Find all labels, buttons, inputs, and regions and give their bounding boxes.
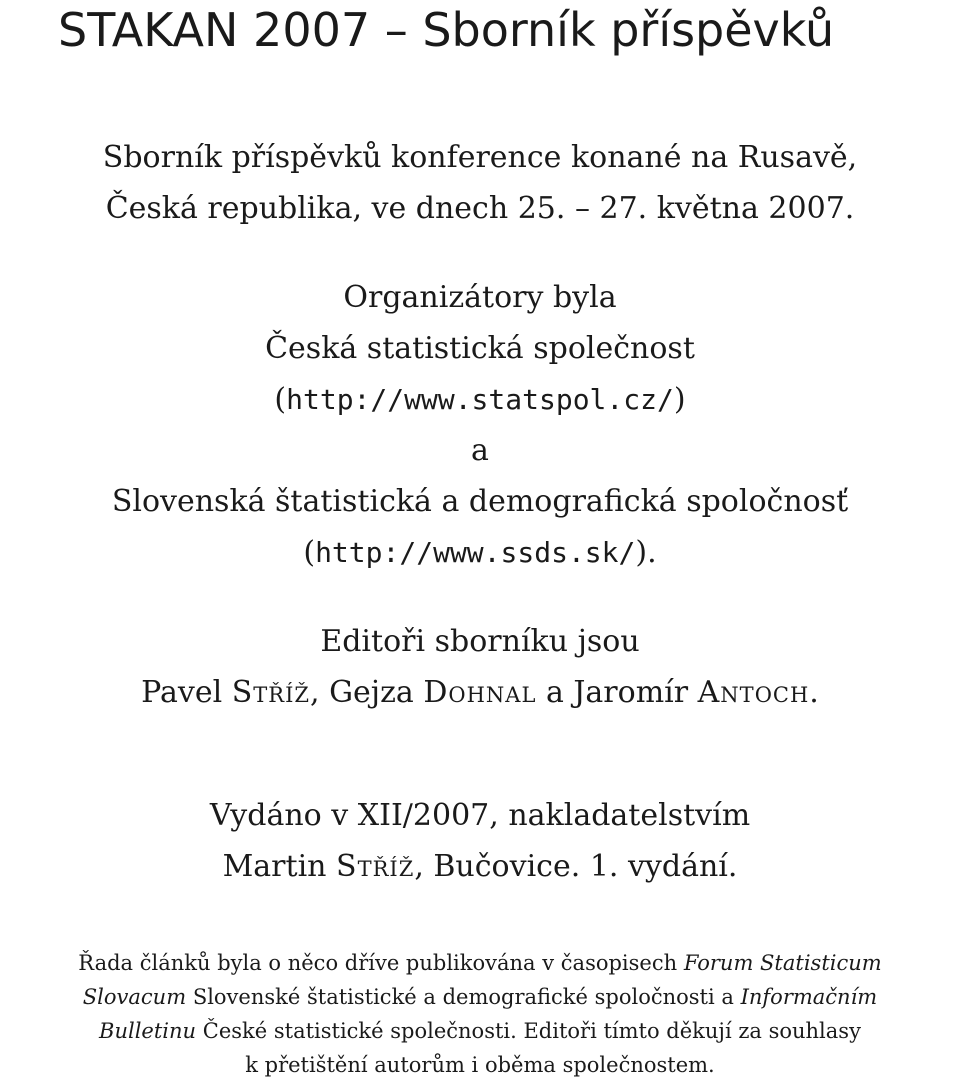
page-title: STAKAN 2007 – Sborník příspěvků <box>58 3 835 57</box>
journal-1-title-b: Slovacum <box>82 985 187 1009</box>
publisher-first: Martin <box>222 849 327 884</box>
organizers-section <box>0 272 960 578</box>
editor-2-last: Dohnal <box>423 675 537 710</box>
publication-place: Bučovice. <box>433 849 581 884</box>
note-line-2 <box>0 980 960 1014</box>
intro-line-2: Česká republika, ve dnech 25. – 27. května 2007. <box>105 191 855 226</box>
organizer-1-url-line: (http://www.statspol.cz/) <box>274 382 686 417</box>
journal-2-title-b: Bulletinu <box>99 1019 197 1043</box>
publication-edition: 1. vydání. <box>589 849 738 884</box>
editor-1-last: Stříž <box>231 675 310 710</box>
reprint-note <box>0 946 960 1082</box>
conference-intro <box>0 132 960 234</box>
note-part-3: České statistické společnosti. Editoři tímto děkují za souhlasy <box>202 1019 861 1043</box>
journal-2-title-a: Informačním <box>740 985 878 1009</box>
journal-1-title-a: Forum Statisticum <box>683 951 882 975</box>
note-line-4: k přetištění autorům i oběma společnostem. <box>245 1053 715 1077</box>
publication-section <box>0 790 960 892</box>
editors-section <box>0 616 960 718</box>
publication-line-2: Martin Stříž, Bučovice. 1. vydání. <box>222 849 738 884</box>
organizer-1-name: Česká statistická společnost <box>265 331 695 366</box>
editor-3-first: Jaromír <box>573 675 689 710</box>
editors-heading: Editoři sborníku jsou <box>320 624 640 659</box>
publication-line-1: Vydáno v XII/2007, nakladatelstvím <box>209 798 751 833</box>
organizers-heading: Organizátory byla <box>343 280 617 315</box>
editor-2-first: Gejza <box>329 675 414 710</box>
note-part-2: Slovenské štatistické a demografické spoločnosti a <box>192 985 734 1009</box>
organizer-2-name: Slovenská štatistická a demografická spoločnosť <box>111 484 849 519</box>
organizers-connector: a <box>471 433 489 468</box>
organizer-1-url[interactable]: http://www.statspol.cz/ <box>286 383 674 416</box>
organizer-2-url-line: (http://www.ssds.sk/). <box>303 535 657 570</box>
organizer-2-url[interactable]: http://www.ssds.sk/ <box>315 536 636 569</box>
note-line-1 <box>0 946 960 980</box>
note-part-1: Řada článků byla o něco dříve publikována v časopisech <box>78 951 678 975</box>
editor-3-last: Antoch <box>697 675 810 710</box>
publisher-last: Stříž <box>336 849 415 884</box>
note-line-3 <box>0 1014 960 1048</box>
intro-line-1: Sborník příspěvků konference konané na Rusavě, <box>102 140 858 175</box>
editors-list: Pavel Stříž, Gejza Dohnal a Jaromír Antoch. <box>141 675 819 710</box>
editors-connector: a <box>545 675 564 710</box>
editor-1-first: Pavel <box>141 675 223 710</box>
